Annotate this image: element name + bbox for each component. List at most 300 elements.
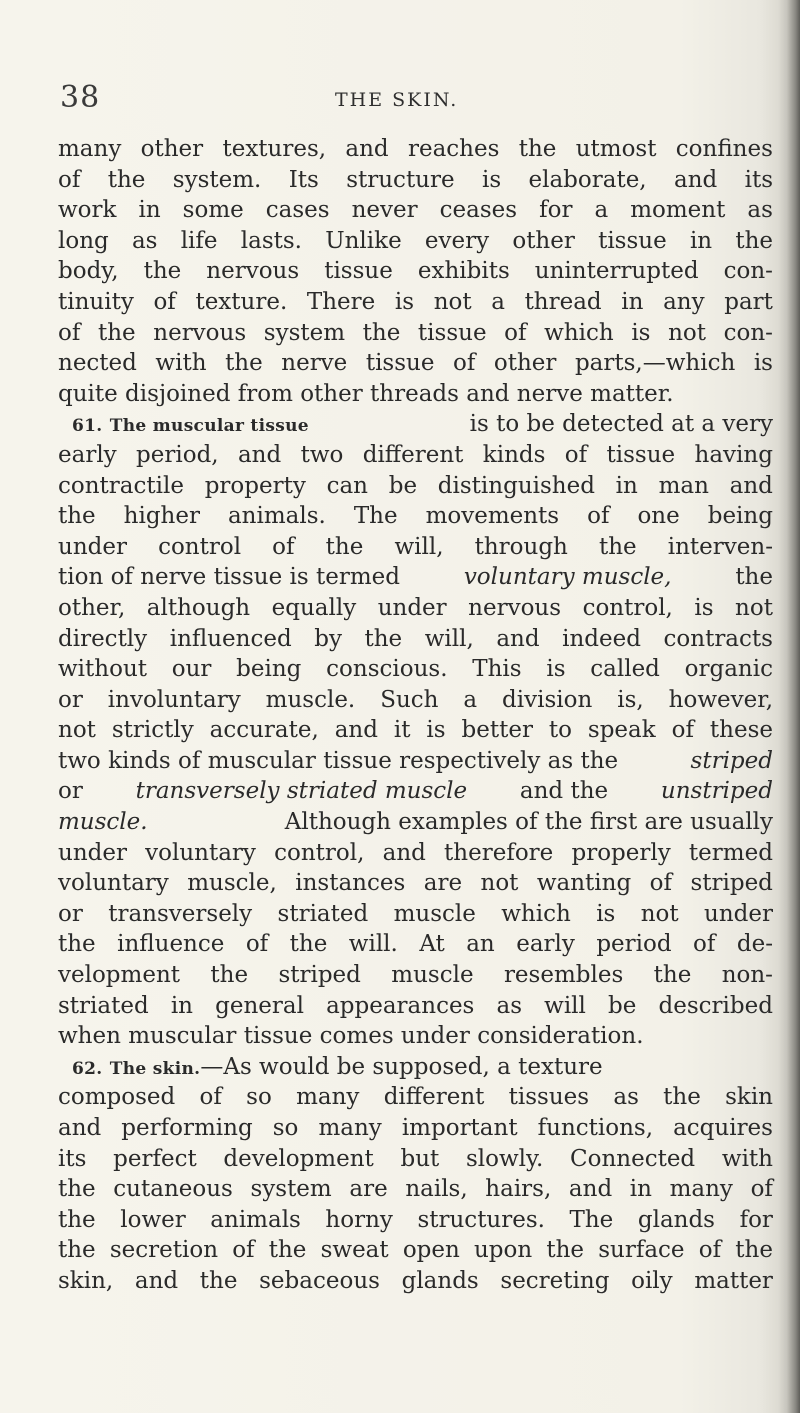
word: tissue [598, 227, 667, 254]
word: body, [58, 258, 119, 285]
word: secretion [109, 1237, 219, 1264]
word: muscle [391, 962, 474, 989]
word: part [724, 288, 773, 315]
word: oily [631, 1267, 673, 1294]
word: one [637, 503, 680, 530]
word: of [453, 350, 476, 377]
word: or [58, 900, 83, 927]
word: is [546, 656, 566, 683]
word: and [673, 166, 718, 193]
word: tissue [324, 258, 393, 285]
word: the [546, 1237, 585, 1264]
word: Unlike [325, 227, 402, 254]
word: being [236, 656, 302, 683]
word: the [663, 1084, 701, 1111]
word: so [246, 1084, 272, 1111]
word: The [353, 503, 398, 530]
word: contracts [663, 625, 773, 652]
word: property [204, 472, 306, 499]
text-line [58, 746, 773, 777]
word: early [516, 931, 575, 958]
word: striped [278, 962, 361, 989]
word: is [394, 288, 415, 315]
text-line [58, 715, 773, 746]
word: voluntary [145, 839, 256, 866]
word: tissue [365, 350, 435, 377]
word: system [263, 319, 346, 346]
word: animals [210, 1206, 301, 1233]
word: to [548, 717, 572, 744]
word: the [107, 166, 146, 193]
text-span: tion of nerve tissue is termed [58, 564, 400, 591]
page-header [0, 80, 800, 120]
word: any [663, 288, 705, 315]
word: resembles [503, 962, 624, 989]
word: of [693, 931, 716, 958]
text-line [58, 501, 773, 532]
text-line [58, 440, 773, 471]
text-line [58, 348, 773, 379]
word: is [631, 319, 651, 346]
section-61-muscular-tissue [58, 409, 773, 1051]
word: cases [265, 197, 330, 224]
word: the [58, 503, 96, 530]
text-line [58, 807, 773, 838]
word: nervous [468, 594, 562, 621]
word: not [735, 594, 773, 621]
word: kinds [482, 441, 546, 468]
word: lasts. [240, 227, 302, 254]
word: the [58, 1176, 96, 1203]
text-line [58, 226, 773, 257]
text-line [58, 838, 773, 869]
italic-term: striped [690, 747, 773, 774]
word: striated [277, 900, 369, 927]
word: non- [721, 962, 773, 989]
word: is, [617, 686, 644, 713]
word: This [472, 656, 522, 683]
word: accurate, [209, 717, 319, 744]
word: system. [172, 166, 262, 193]
text-line [58, 624, 773, 655]
word: of [58, 319, 81, 346]
word: different [362, 441, 464, 468]
text-line [58, 593, 773, 624]
text-line [58, 960, 773, 991]
word: with [721, 1145, 773, 1172]
word: perfect [113, 1145, 197, 1172]
page-edge-shadow [778, 0, 800, 1413]
word: which [544, 319, 614, 346]
word: period, [136, 441, 219, 468]
word: nervous [206, 258, 300, 285]
word: tinuity [58, 288, 134, 315]
word: in [689, 227, 713, 254]
word: confines [675, 136, 773, 162]
text-line [58, 471, 773, 502]
word: some [182, 197, 244, 224]
text-line [58, 318, 773, 349]
word: be [388, 472, 418, 499]
text-line [58, 256, 773, 287]
body-text [58, 134, 773, 1297]
word: of [564, 441, 588, 468]
word: many [669, 1176, 733, 1203]
section-number: 61. [72, 416, 103, 437]
word: the [518, 136, 557, 162]
word: two [300, 441, 344, 468]
word: tissues [508, 1084, 590, 1111]
word: speak [587, 717, 656, 744]
word: early [58, 441, 117, 468]
text-line [58, 562, 773, 593]
word: the [598, 533, 637, 560]
text-line [58, 1205, 773, 1236]
word: control, [582, 594, 673, 621]
word: structures. [417, 1206, 545, 1233]
word: movements [425, 503, 560, 530]
text-line [58, 165, 773, 196]
word: will [544, 992, 586, 1019]
word: other [493, 350, 557, 377]
word: glands [637, 1206, 715, 1233]
word: surface [598, 1237, 685, 1264]
word: of [199, 1084, 222, 1111]
word: an [466, 931, 495, 958]
section-heading [72, 409, 309, 440]
word: is [596, 900, 616, 927]
section-62-the-skin [58, 1052, 773, 1297]
word: cutaneous [113, 1176, 233, 1203]
word: con- [723, 258, 773, 285]
word: de- [736, 931, 773, 958]
word: general [215, 992, 304, 1019]
word: is [481, 166, 502, 193]
word: and [58, 1115, 102, 1141]
word: as [131, 227, 158, 254]
word: and [345, 136, 389, 162]
text-line [58, 1235, 773, 1266]
italic-term: voluntary muscle, [463, 564, 672, 591]
paragraph-nervous-tissue [58, 134, 773, 409]
word: skin [725, 1084, 773, 1111]
word: period [596, 931, 672, 958]
word: of [232, 1237, 255, 1264]
word: division [502, 686, 593, 713]
word: equally [271, 594, 357, 621]
text-span: Although examples of the first are usually [284, 809, 773, 836]
text-line [58, 776, 773, 807]
word: or [58, 686, 83, 713]
word: composed [58, 1084, 176, 1111]
word: not [480, 870, 519, 897]
word: as [747, 197, 773, 224]
word: horny [325, 1206, 393, 1233]
italic-term: unstriped [660, 778, 773, 805]
text-line [58, 868, 773, 899]
word: lower [120, 1206, 186, 1233]
word: work [58, 197, 117, 224]
word: so [272, 1115, 299, 1141]
word: every [424, 227, 490, 254]
word: the [362, 319, 401, 346]
word: and [237, 441, 282, 468]
word: directly [58, 625, 148, 652]
word: under [58, 839, 127, 866]
italic-term: transversely striated muscle [135, 778, 468, 805]
word: in [615, 472, 638, 499]
word: nerve [281, 350, 348, 377]
word: and [568, 1176, 613, 1203]
word: striated [58, 992, 149, 1019]
text-line: quite disjoined from other threads and nerve matter. [58, 380, 674, 407]
word: of [671, 717, 694, 744]
text-span: is to be detected at a very [469, 411, 773, 438]
word: tissue [417, 319, 487, 346]
word: under [58, 533, 127, 560]
word: the [325, 533, 364, 560]
word: many [58, 136, 122, 162]
word: nails, [405, 1176, 468, 1203]
word: influenced [169, 625, 292, 652]
word: wanting [536, 870, 632, 897]
text-line [58, 532, 773, 563]
word: striped [690, 870, 773, 897]
word: indeed [562, 625, 641, 652]
word: are [423, 870, 463, 897]
word: man [658, 472, 709, 499]
word: control, [274, 839, 365, 866]
text-span: the [735, 564, 773, 591]
word: strictly [111, 717, 194, 744]
word: of [153, 288, 176, 315]
word: important [401, 1115, 518, 1141]
word: secreting [500, 1267, 610, 1294]
word: other [140, 136, 204, 162]
word: performing [121, 1115, 253, 1141]
word: are [349, 1176, 388, 1203]
word: instances [295, 870, 406, 897]
word: not [668, 319, 707, 346]
word: with [155, 350, 207, 377]
word: the [735, 1237, 773, 1264]
word: a [463, 686, 478, 713]
word: of [272, 533, 295, 560]
word: called [590, 656, 660, 683]
word: will, [424, 625, 474, 652]
word: will, [394, 533, 444, 560]
word: open [402, 1237, 460, 1264]
italic-term: muscle. [58, 809, 148, 836]
word: textures, [222, 136, 327, 162]
section-title: The skin. [109, 1058, 201, 1079]
word: our [171, 656, 212, 683]
word: better [461, 717, 533, 744]
text-line [58, 1266, 773, 1297]
word: and [382, 839, 426, 866]
word: other [512, 227, 575, 254]
word: glands [401, 1267, 479, 1294]
word: termed [688, 839, 773, 866]
word: con- [723, 319, 773, 346]
word: having [694, 441, 773, 468]
word: in [621, 288, 644, 315]
word: hairs, [485, 1176, 552, 1203]
word: not [640, 900, 679, 927]
word: which [501, 900, 571, 927]
word: contractile [58, 472, 184, 499]
text-line [58, 685, 773, 716]
word: being [707, 503, 773, 530]
word: of [750, 1176, 773, 1203]
word: many [318, 1115, 382, 1141]
word: the [58, 1206, 96, 1233]
word: voluntary [58, 870, 169, 897]
text-line [58, 991, 773, 1022]
text-line [58, 654, 773, 685]
word: of [649, 870, 673, 897]
word: of [504, 319, 527, 346]
word: conscious. [326, 656, 448, 683]
word: the [58, 1237, 96, 1264]
word: parts,—which [574, 350, 736, 377]
word: velopment [58, 962, 181, 989]
word: the [364, 625, 403, 652]
word: the [289, 931, 328, 958]
word: although [146, 594, 251, 621]
word: many [296, 1084, 360, 1111]
word: therefore [444, 839, 554, 866]
section-heading-line [58, 1052, 773, 1083]
section-heading [72, 1052, 603, 1083]
word: texture. [195, 288, 288, 315]
word: be [608, 992, 637, 1019]
word: ceases [439, 197, 518, 224]
word: of [245, 931, 269, 958]
word: involuntary [107, 686, 241, 713]
word: uninterrupted [534, 258, 699, 285]
word: system [250, 1176, 332, 1203]
page-number: 38 [60, 80, 101, 115]
text-span: or [58, 778, 83, 805]
word: the [268, 1237, 307, 1264]
word: for [539, 197, 573, 224]
text-line [58, 929, 773, 960]
word: and [134, 1267, 179, 1294]
text-span: two kinds of muscular tissue respectively as the [58, 747, 619, 774]
word: its [58, 1145, 87, 1172]
word: the [199, 1267, 238, 1294]
word: development [223, 1145, 374, 1172]
word: sebaceous [259, 1267, 380, 1294]
word: a [491, 288, 505, 315]
text-line [58, 1144, 773, 1175]
word: utmost [575, 136, 657, 162]
word: of [58, 166, 81, 193]
word: is [426, 717, 446, 744]
word: appearances [326, 992, 475, 1019]
word: it [393, 717, 411, 744]
word: muscle [393, 900, 476, 927]
word: under [377, 594, 447, 621]
word: for [739, 1206, 773, 1233]
word: through [474, 533, 568, 560]
word: upon [473, 1237, 533, 1264]
word: a [594, 197, 609, 224]
word: other, [58, 594, 126, 621]
text-line [58, 195, 773, 226]
text-span: —As would be supposed, a texture [200, 1053, 603, 1080]
word: moment [630, 197, 726, 224]
text-line [58, 1113, 773, 1144]
word: the [143, 258, 182, 285]
word: sweat [320, 1237, 389, 1264]
word: distinguished [437, 472, 595, 499]
word: elaborate, [528, 166, 647, 193]
word: transversely [108, 900, 253, 927]
word: nervous [153, 319, 247, 346]
word: influence [117, 931, 225, 958]
word: functions, [537, 1115, 654, 1141]
word: by [314, 625, 342, 652]
word: thread [524, 288, 602, 315]
word: animals. [227, 503, 326, 530]
word: interven- [667, 533, 773, 560]
word: these [709, 717, 773, 744]
word: At [419, 931, 445, 958]
text-line [58, 287, 773, 318]
word: acquires [673, 1115, 773, 1141]
word: Its [288, 166, 319, 193]
word: the [735, 227, 773, 254]
word: reaches [407, 136, 500, 162]
text-line [58, 1174, 773, 1205]
word: in [138, 197, 161, 224]
word: the [225, 350, 263, 377]
word: as [496, 992, 523, 1019]
text-line: when muscular tissue comes under consideration. [58, 1023, 644, 1050]
section-heading-line [58, 409, 773, 440]
word: slowly. [465, 1145, 544, 1172]
word: is [753, 350, 773, 377]
word: its [744, 166, 773, 193]
text-line [58, 899, 773, 930]
text-span: and the [519, 778, 609, 805]
word: higher [123, 503, 200, 530]
word: Connected [570, 1145, 696, 1172]
word: is [694, 594, 714, 621]
word: muscle, [187, 870, 277, 897]
word: exhibits [417, 258, 510, 285]
word: but [400, 1145, 440, 1172]
word: the [58, 931, 96, 958]
word: the [210, 962, 249, 989]
word: The [569, 1206, 614, 1233]
word: in [629, 1176, 652, 1203]
word: structure [346, 166, 455, 193]
word: of [587, 503, 610, 530]
word: Such [380, 686, 439, 713]
word: the [97, 319, 136, 346]
word: skin, [58, 1267, 114, 1294]
word: under [704, 900, 773, 927]
word: and [729, 472, 773, 499]
word: described [658, 992, 773, 1019]
word: not [58, 717, 96, 744]
word: nected [58, 350, 137, 377]
word: matter [694, 1267, 773, 1294]
word: in [170, 992, 193, 1019]
